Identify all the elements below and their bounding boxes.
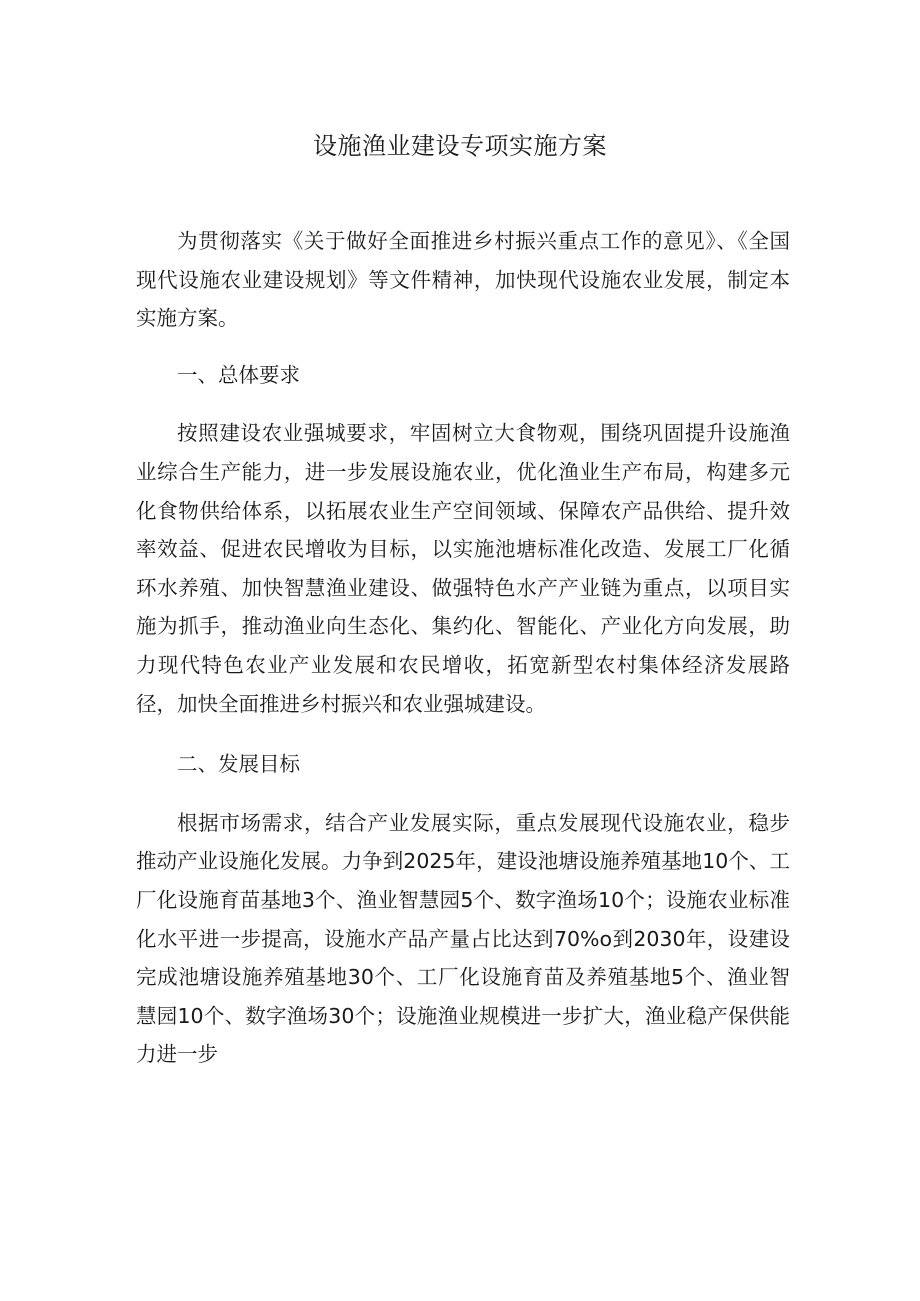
section-heading-general-requirements: 一、总体要求 [177, 362, 300, 387]
section-paragraph-general-requirements: 按照建设农业强城要求，牢固树立大食物观，围绕巩固提升设施渔业综合生产能力，进一步发展设施农业，优化渔业生产布局，构建多元化食物供给体系，以拓展农业生产空间领域、保障农产品供给、提升效率效益、促进农民增收为目标，以实施池塘标准化改造、发展工厂化循环水养殖、加快智慧渔业建设、做强特色水产产业链为重点，以项目实施为抓手，推动渔业向生态化、集约化、智能化、产业化方向发展，助力现代特色农业产业发展和农民增收，拓宽新型农村集体经济发展路径，加快全面推进乡村振兴和农业强城建设。 [136, 421, 790, 716]
document-body [136, 222, 790, 1074]
spacer [136, 338, 790, 356]
spacer [136, 723, 790, 745]
section-heading-development-goals: 二、发展目标 [177, 752, 300, 777]
section-paragraph-development-goals: 根据市场需求，结合产业发展实际，重点发展现代设施农业，稳步推动产业设施化发展。力争到2025年，建设池塘设施养殖基地10个、工厂化设施育苗基地3个、渔业智慧园5个、数字渔场10个；设施农业标准化水平进一步提高，设施水产品产量占比达到70%o到2030年，设建设完成池塘设施养殖基地30个、工厂化设施育苗及养殖基地5个、渔业智慧园10个、数字渔场30个；设施渔业规模进一步扩大，渔业稳产保供能力进一步 [136, 810, 790, 1067]
document-title: 设施渔业建设专项实施方案 [313, 132, 607, 160]
spacer [136, 784, 790, 804]
spacer [136, 394, 790, 414]
intro-paragraph: 为贯彻落实《关于做好全面推进乡村振兴重点工作的意见》、《全国现代设施农业建设规划》等文件精神，加快现代设施农业发展，制定本实施方案。 [136, 229, 790, 331]
